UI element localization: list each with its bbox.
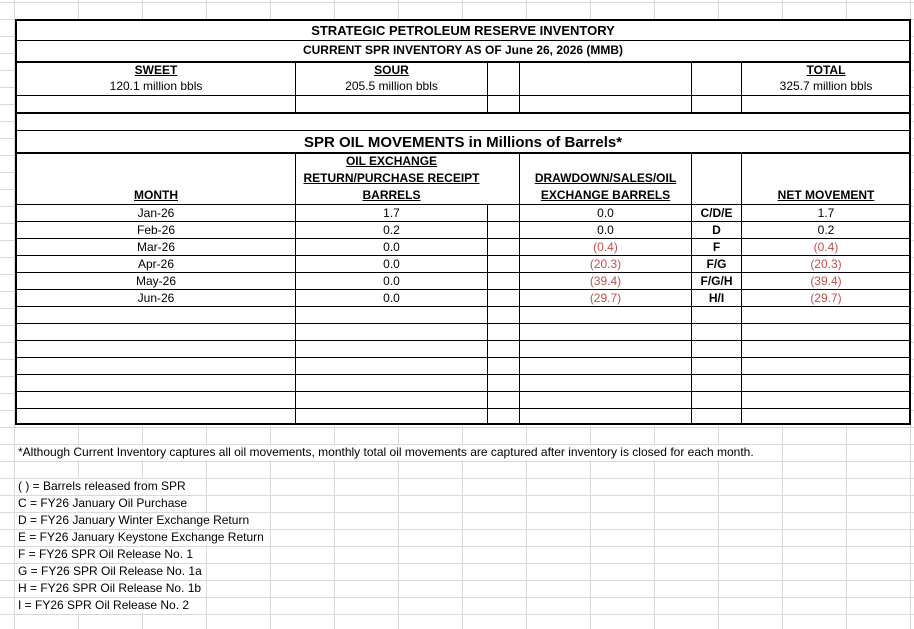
inventory-date-label: CURRENT SPR INVENTORY AS OF June 26, 2026 (MMB) — [302, 43, 624, 57]
row-exchange-cell: 0.0 — [383, 291, 400, 305]
row-month-cell: Jan-26 — [137, 206, 175, 220]
row-drawdown-cell: (29.7) — [589, 291, 622, 305]
exchange-header-line1: OIL EXCHANGE — [345, 154, 438, 168]
row-month-cell: May-26 — [135, 274, 176, 288]
row-month-cell: Feb-26 — [136, 223, 176, 237]
row-drawdown-cell: 0.0 — [597, 223, 614, 237]
sweet-header: SWEET — [134, 63, 178, 77]
legend-item: F = FY26 SPR Oil Release No. 1 — [18, 547, 197, 562]
row-code-cell: C/D/E — [700, 206, 733, 220]
movements-title: SPR OIL MOVEMENTS in Millions of Barrels* — [303, 134, 623, 151]
row-net-cell: 0.2 — [817, 223, 835, 237]
row-drawdown-cell: (0.4) — [593, 240, 618, 254]
legend-item: D = FY26 January Winter Exchange Return — [18, 513, 253, 528]
legend-item: I = FY26 SPR Oil Release No. 2 — [18, 598, 193, 613]
total-value: 325.7 million bbls — [779, 79, 873, 93]
row-month-cell: Mar-26 — [136, 240, 175, 254]
net-header: NET MOVEMENT — [777, 188, 875, 202]
legend-item: G = FY26 SPR Oil Release No. 1a — [18, 564, 206, 579]
row-exchange-cell: 0.2 — [383, 223, 400, 237]
row-code-cell: F/G/H — [700, 274, 733, 288]
row-exchange-cell: 0.0 — [383, 274, 400, 288]
drawdown-header-line2: EXCHANGE BARRELS — [540, 188, 671, 202]
report-title: STRATEGIC PETROLEUM RESERVE INVENTORY — [311, 23, 615, 38]
row-code-cell: D — [712, 223, 721, 237]
sour-value: 205.5 million bbls — [345, 79, 438, 93]
legend-item: C = FY26 January Oil Purchase — [18, 496, 191, 511]
row-month-cell: Jun-26 — [137, 291, 175, 305]
row-exchange-cell: 1.7 — [383, 206, 400, 220]
row-code-cell: F/G — [706, 257, 727, 271]
row-code-cell: H/I — [708, 291, 725, 305]
month-header: MONTH — [134, 188, 178, 202]
row-exchange-cell: 0.0 — [383, 240, 400, 254]
legend-item: H = FY26 SPR Oil Release No. 1b — [18, 581, 205, 596]
row-code-cell: F — [712, 240, 721, 254]
row-net-cell: 1.7 — [817, 206, 835, 220]
row-month-cell: Apr-26 — [137, 257, 175, 271]
row-drawdown-cell: 0.0 — [597, 206, 614, 220]
row-drawdown-cell: (39.4) — [589, 274, 622, 288]
row-net-cell: (0.4) — [813, 240, 839, 254]
row-net-cell: (20.3) — [810, 257, 842, 271]
row-net-cell: (39.4) — [810, 274, 842, 288]
footnote: *Although Current Inventory captures all oil movements, monthly total oil movements are captured after inventory is closed for each month. — [18, 445, 758, 460]
row-net-cell: (29.7) — [810, 291, 842, 305]
drawdown-header-line1: DRAWDOWN/SALES/OIL — [534, 171, 677, 185]
row-drawdown-cell: (20.3) — [589, 257, 622, 271]
exchange-header-line3: BARRELS — [362, 188, 421, 202]
legend-item: E = FY26 January Keystone Exchange Return — [18, 530, 268, 545]
legend-item: ( ) = Barrels released from SPR — [18, 479, 190, 494]
exchange-header-line2: RETURN/PURCHASE RECEIPT — [303, 171, 480, 185]
sweet-value: 120.1 million bbls — [109, 79, 203, 93]
total-header: TOTAL — [806, 63, 846, 77]
sour-header: SOUR — [374, 63, 409, 77]
row-exchange-cell: 0.0 — [383, 257, 400, 271]
spr-table — [15, 19, 911, 425]
